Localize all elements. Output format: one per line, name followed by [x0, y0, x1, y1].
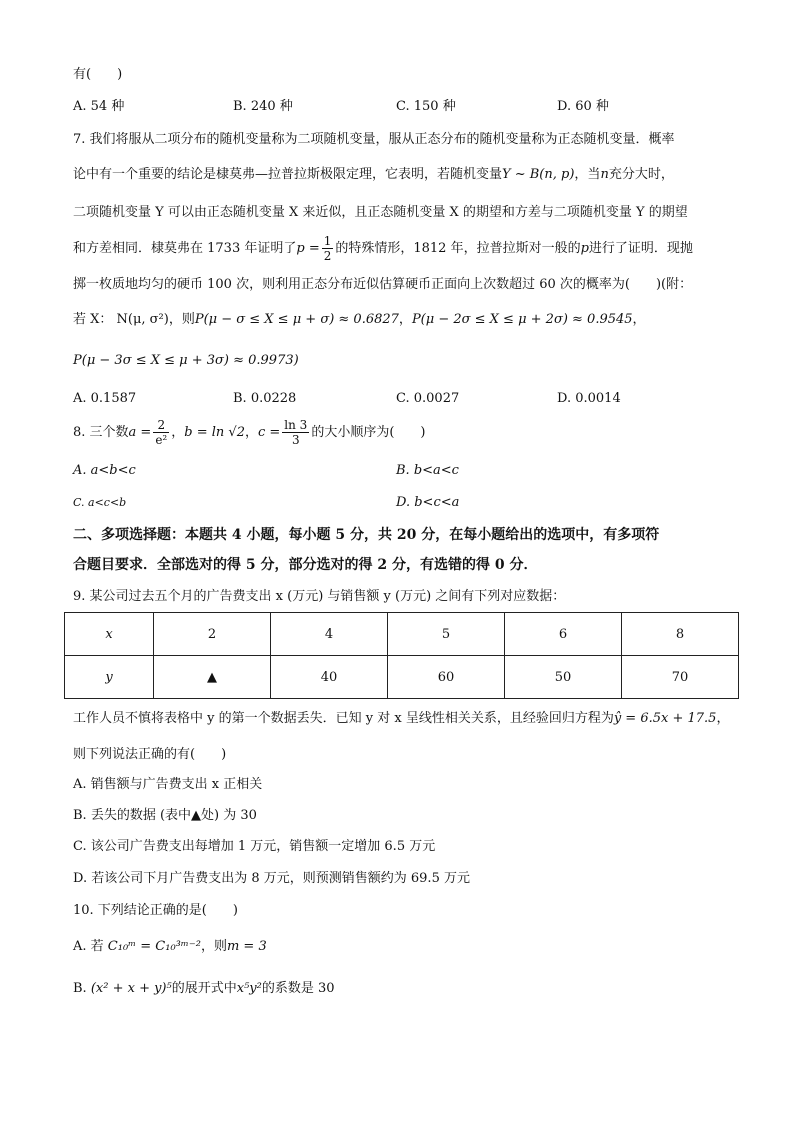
fraction-a: $\frac{2}{\text{e²}}$	[155, 418, 168, 447]
q7-option-c: C. 0.0027	[396, 391, 460, 406]
table-cell: 70	[622, 656, 739, 699]
q9-option-d: D. 若该公司下月广告费支出为 8 万元，则预测销售额约为 69.5 万元	[73, 871, 470, 886]
table-cell-missing: ▲	[154, 656, 271, 699]
q8-option-d: D. b<c<a	[396, 495, 460, 510]
q7-line-2: 论中有一个重要的结论是棣莫弗—拉普拉斯极限定理，它表明，若随机变量Y ~ B(n, p)，当n充分大时，	[73, 167, 674, 182]
table-cell: 50	[505, 656, 622, 699]
q8-option-c: C. a<c<b	[73, 496, 127, 509]
table-cell: 4	[271, 613, 388, 656]
regression-equation: ŷ = 6.5x + 17.5	[613, 711, 717, 726]
fraction-c: $\frac{\ln 3}{3}$	[284, 418, 308, 447]
polynomial-expression: (x² + x + y)⁵	[90, 981, 172, 996]
binomial-notation: Y ~ B(n, p)	[502, 167, 575, 182]
table-cell: 60	[388, 656, 505, 699]
table-cell: 2	[154, 613, 271, 656]
q10-stem: 10. 下列结论正确的是( )	[73, 903, 238, 918]
q6-option-a: A. 54 种	[73, 99, 125, 114]
combination-equation: C₁₀ᵐ = C₁₀³ᵐ⁻²	[107, 939, 201, 954]
table-row-x	[65, 613, 739, 656]
table-cell: y	[65, 656, 154, 699]
q7-option-b: B. 0.0228	[233, 391, 297, 406]
q7-line-3: 二项随机变量 Y 可以由正态随机变量 X 来近似，且正态随机变量 X 的期望和方差与二项随机变量 Y 的期望	[73, 205, 688, 220]
q9-line-2: 工作人员不慎将表格中 y 的第一个数据丢失．已知 y 对 x 呈线性相关关系，且经验回归方程为ŷ = 6.5x + 17.5，	[73, 711, 730, 726]
q8-option-b: B. b<a<c	[396, 463, 459, 478]
q9-line-3: 则下列说法正确的有( )	[73, 747, 227, 762]
q9-option-a: A. 销售额与广告费支出 x 正相关	[73, 777, 263, 792]
q6-option-d: D. 60 种	[557, 99, 609, 114]
q9-stem: 9. 某公司过去五个月的广告费支出 x (万元) 与销售额 y (万元) 之间有下列对应数据：	[73, 589, 566, 604]
q6-stem-tail: 有( )	[73, 67, 123, 82]
q7-line-5: 掷一枚质地均匀的硬币 100 次，则利用正态分布近似估算硬币正面向上次数超过 60 次的概率为( )(附：	[73, 277, 693, 292]
q10-option-b: B. (x² + x + y)⁵的展开式中x⁵y²的系数是 30	[73, 981, 335, 996]
section-2-heading-line-2: 合题目要求．全部选对的得 5 分，部分选对的得 2 分，有选错的得 0 分．	[73, 557, 538, 573]
q6-option-c: C. 150 种	[396, 99, 456, 114]
q10-option-a: A. 若 C₁₀ᵐ = C₁₀³ᵐ⁻²，则m = 3	[73, 939, 267, 954]
q7-line-7: P(μ − 3σ ≤ X ≤ μ + 3σ) ≈ 0.9973)	[73, 353, 299, 368]
fraction-one-half: $\frac{1}{2}$	[323, 234, 332, 263]
q7-line-4: 和方差相同．棣莫弗在 1733 年证明了p = $\frac{1}{2}$ 的特殊情形，1812 年，拉普拉斯对一般的p进行了证明．现抛	[73, 234, 693, 263]
q7-line-1: 7. 我们将服从二项分布的随机变量称为二项随机变量，服从正态分布的随机变量称为正态随机变量．概率	[73, 132, 675, 147]
table-row-y	[65, 656, 739, 699]
q7-option-a: A. 0.1587	[73, 391, 137, 406]
q8-option-a: A. a<b<c	[73, 463, 136, 478]
q9-data-table	[64, 612, 739, 699]
q9-option-c: C. 该公司广告费支出每增加 1 万元，销售额一定增加 6.5 万元	[73, 839, 436, 854]
q8-stem: 8. 三个数a = $\frac{2}{\text{e²}}$ ，b = ln √2，c = $\frac{\ln 3}{3}$ 的大小顺序为( )	[73, 418, 426, 447]
q7-option-d: D. 0.0014	[557, 391, 621, 406]
q9-option-b: B. 丢失的数据 (表中▲处) 为 30	[73, 808, 257, 823]
q6-option-b: B. 240 种	[233, 99, 293, 114]
table-cell: x	[65, 613, 154, 656]
table-cell: 6	[505, 613, 622, 656]
q7-line-6: 若 X： N(μ, σ²)，则P(μ − σ ≤ X ≤ μ + σ) ≈ 0.6827，P(μ − 2σ ≤ X ≤ μ + 2σ) ≈ 0.9545，	[73, 312, 646, 327]
table-cell: 8	[622, 613, 739, 656]
section-2-heading-line-1: 二、多项选择题：本题共 4 小题，每小题 5 分，共 20 分，在每小题给出的选项中，有多项符	[73, 527, 660, 543]
table-cell: 5	[388, 613, 505, 656]
table-cell: 40	[271, 656, 388, 699]
